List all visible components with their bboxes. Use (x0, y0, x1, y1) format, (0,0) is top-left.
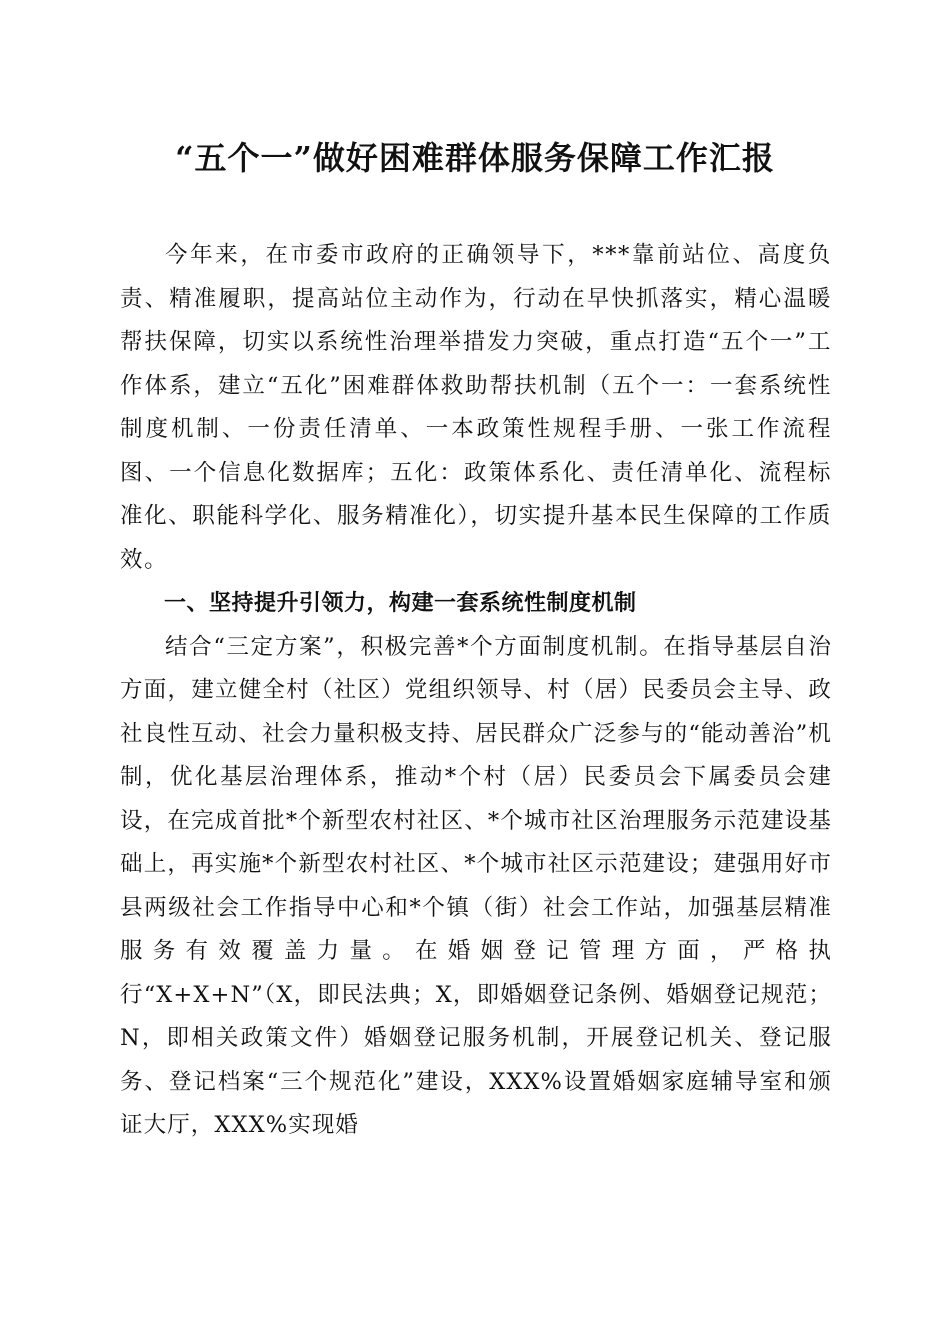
document-body (120, 234, 832, 1148)
intro-paragraph: 今年来，在市委市政府的正确领导下，***靠前站位、高度负责、精准履职，提高站位主动作为，行动在早快抓落实，精心温暖帮扶保障，切实以系统性治理举措发力突破，重点打造“五个一”工作体系，建立“五化”困难群体救助帮扶机制（五个一：一套系统性制度机制、一份责任清单、一本政策性规程手册、一张工作流程图、一个信息化数据库；五化：政策体系化、责任清单化、流程标准化、职能科学化、服务精准化），切实提升基本民生保障的工作质效。 (120, 242, 832, 573)
document-title: “五个一”做好困难群体服务保障工作汇报 (175, 139, 775, 177)
section-1-heading: 一、坚持提升引领力，构建一套系统性制度机制 (164, 591, 637, 616)
section-1-paragraph: 结合“三定方案”，积极完善*个方面制度机制。在指导基层自治方面，建立健全村（社区）党组织领导、村（居）民委员会主导、政社良性互动、社会力量积极支持、居民群众广泛参与的“能动善治”机制，优化基层治理体系，推动*个村（居）民委员会下属委员会建设，在完成首批*个新型农村社区、*个城市社区治理服务示范建设基础上，再实施*个新型农村社区、*个城市社区示范建设；建强用好市县两级社会工作指导中心和*个镇（街）社会工作站，加强基层精准服务有效覆盖力量。在婚姻登记管理方面，严格执行“X+X+N”（X，即民法典；X，即婚姻登记条例、婚姻登记规范；N，即相关政策文件）婚姻登记服务机制，开展登记机关、登记服务、登记档案“三个规范化”建设，XXX%设置婚姻家庭辅导室和颁证大厅，XXX%实现婚 (120, 633, 832, 1138)
